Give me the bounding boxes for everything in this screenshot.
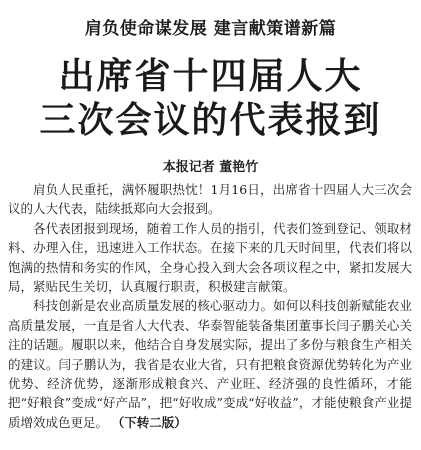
paragraph-3 (8, 296, 412, 432)
main-headline-line-1: 出席省十四届人大 (58, 56, 363, 97)
kicker-headline: 肩负使命谋发展 建言献策谱新篇 (84, 19, 337, 39)
main-headline-line-2: 三次会议的代表报到 (39, 100, 382, 141)
continued-on-page-note: （下转二版） (118, 414, 187, 430)
paragraph-1: 肩负人民重托，满怀履职热忱！1月16日，出席省十四届人大三次会议的人大代表，陆续抵郑向大会报到。 (8, 182, 412, 217)
paragraph-3-text: 科技创新是农业高质量发展的核心驱动力。如何以科技创新赋能农业高质量发展，一直是省人大代表、华泰智能装备集团董事长闫子鹏关心关注的话题。履职以来，他结合自身发展实际，提出了多份与粮食生产相关的建议。闫子鹏认为，我省是农业大省，只有把粮食资源优势转化为产业优势、经济优势，逐渐形成粮食兴、产业旺、经济强的良性循环，才能把“好粮食”变成“好产品”，把“好收成”变成“好收益”，才能使粮食产业提质增效成色更足。 (8, 298, 412, 430)
article-body (8, 180, 412, 432)
byline: 本报记者 董艳竹 (162, 160, 259, 175)
paragraph-2: 各代表团报到现场，随着工作人员的指引，代表们签到登记、领取材料、办理入住，迅速进入工作状态。在接下来的几天时间里，代表们将以饱满的热情和务实的作风，全身心投入到大会各项议程之中，紧扣发展大局，紧贴民生关切，认真履行职责，积极建言献策。 (8, 220, 412, 295)
